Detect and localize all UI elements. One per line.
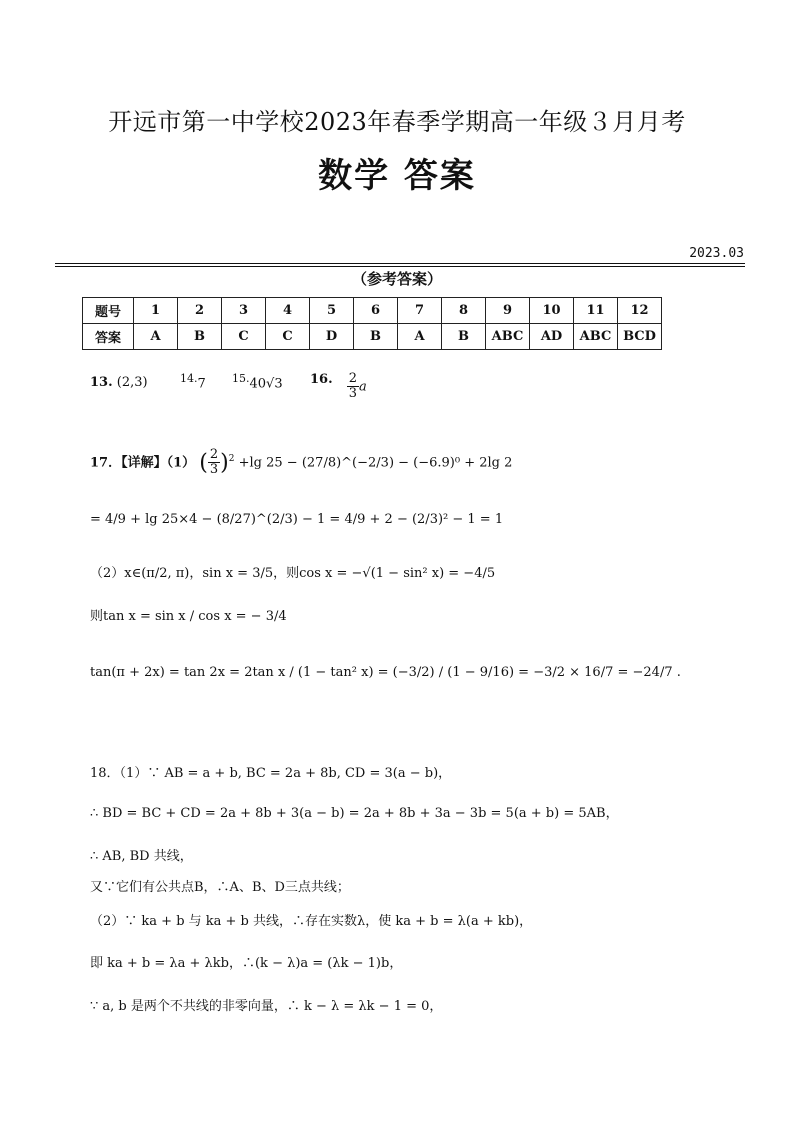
question-number: 12	[618, 298, 662, 324]
question-number: 11	[574, 298, 618, 324]
answer-cell: ABC	[486, 324, 530, 350]
header-rule-top	[55, 263, 745, 264]
question-number: 1	[134, 298, 178, 324]
answer-table	[82, 297, 662, 350]
q17-tan-line: 则tan x = sin x / cos x = − 3/4	[90, 609, 287, 624]
q17-line1: +lg 25 − (27/8)^(−2/3) − (−6.9)⁰ + 2lg 2	[238, 455, 513, 471]
answer-cell: D	[310, 324, 354, 350]
table-row-label: 答案	[83, 324, 134, 350]
q18-line5: （2）∵ ka + b 与 ka + b 共线，∴存在实数λ，使 ka + b = λ(a + kb)，	[90, 914, 533, 929]
answer-cell: A	[398, 324, 442, 350]
question-number: 8	[442, 298, 486, 324]
subject-title: 数学 答案	[318, 156, 476, 196]
q13-answer: 13. (2,3)	[90, 375, 148, 390]
answer-cell: B	[354, 324, 398, 350]
question-number: 6	[354, 298, 398, 324]
question-number: 9	[486, 298, 530, 324]
q18-line1: 18．（1）∵ AB = a + b, BC = 2a + 8b, CD = 3(a − b)，	[90, 766, 452, 781]
q16-answer: 16. $\frac{2}{3}$ a	[310, 371, 367, 402]
answer-cell: B	[442, 324, 486, 350]
q18-line2: ∴ BD = BC + CD = 2a + 8b + 3(a − b) = 2a + 8b + 3a − 3b = 5(a + b) = 5AB，	[90, 806, 619, 821]
answer-cell: ABC	[574, 324, 618, 350]
q18-line7: ∵ a, b 是两个不共线的非零向量，∴ k − λ = λk − 1 = 0，	[90, 999, 443, 1014]
answer-cell: A	[134, 324, 178, 350]
school-title: 开远市第一中学校2023年春季学期高一年级３月月考	[108, 108, 686, 136]
q18-line3: ∴ AB, BD 共线，	[90, 849, 193, 864]
question-number: 10	[530, 298, 574, 324]
answer-cell: BCD	[618, 324, 662, 350]
reference-answer-heading: （参考答案）	[351, 270, 442, 288]
q18-line4: 又∵它们有公共点B，∴A、B、D三点共线；	[90, 880, 350, 895]
q17-tan2-line: tan(π + 2x) = tan 2x = 2tan x / (1 − tan² x) = (−3/2) / (1 − 9/16) = −3/2 × 16/7 = −24/7 .	[90, 665, 681, 680]
answer-cell: B	[178, 324, 222, 350]
table-row	[83, 324, 662, 350]
q17-part2: （2）x∈(π/2, π)，sin x = 3/5，则cos x = −√(1 − sin² x) = −4/5	[90, 566, 496, 581]
question-number: 3	[222, 298, 266, 324]
answer-cell: C	[266, 324, 310, 350]
q17-part1: 17．【详解】（1） ( $\frac{2}{3}$ )$^2$ +lg 25 − (27/8)^(−2/3) − (−6.9)⁰ + 2lg 2	[90, 447, 513, 478]
q17-line2: = 4/9 + lg 25×4 − (8/27)^(2/3) − 1 = 4/9 + 2 − (2/3)² − 1 = 1	[90, 512, 504, 527]
question-number: 4	[266, 298, 310, 324]
q17-label: 17．【详解】（1）	[90, 455, 196, 471]
question-number: 5	[310, 298, 354, 324]
answer-cell: AD	[530, 324, 574, 350]
q15-answer: $^{15.}$40√3	[232, 372, 283, 392]
answer-cell: C	[222, 324, 266, 350]
q14-answer: $^{14.}$7	[180, 372, 206, 392]
question-number: 2	[178, 298, 222, 324]
table-row	[83, 298, 662, 324]
q18-line6: 即 ka + b = λa + λkb，∴(k − λ)a = (λk − 1)b，	[90, 956, 403, 971]
exam-date: 2023.03	[689, 246, 744, 261]
question-number: 7	[398, 298, 442, 324]
header-rule-bottom	[55, 266, 745, 267]
table-row-label: 题号	[83, 298, 134, 324]
